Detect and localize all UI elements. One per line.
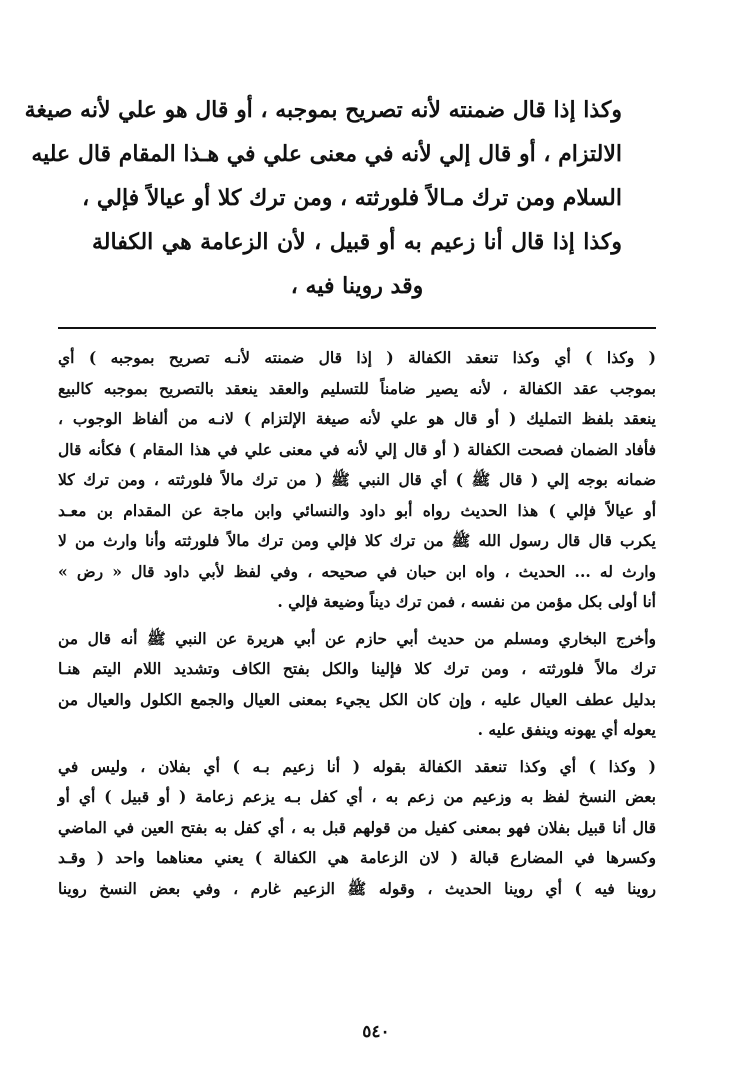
commentary-line: ترك مالاً فلورثته ، ومن ترك كلا فإلينا والكل بفتح الكاف وتشديد اللام اليتم هنـا	[58, 659, 656, 678]
commentary-paragraph	[58, 624, 656, 746]
commentary-line: بموجب عقد الكفالة ، لأنه يصير ضامناً للتسليم والعقد ينعقد بالتصريح بموجبه كالبيع	[58, 378, 656, 398]
commentary-line: وأخرج البخاري ومسلم من حديث أبي حازم عن أبي هريرة عن النبي ﷺ أنه قال من	[58, 628, 656, 648]
commentary-line: روينا فيه ) أي روينا الحديث ، وقوله ﷺ الزعيم غارم ، وفي بعض النسخ روينا	[58, 878, 656, 898]
commentary-line: بعض النسخ لفظ به وزعيم من زعم به ، أي كفل بـه يزعم زعامة ( أو قبيل ) أي أو	[58, 787, 656, 806]
page-number: ٥٤٠	[362, 1022, 390, 1042]
commentary-line: ( وكذا ) أي وكذا تنعقد الكفالة ( إذا قال ضمنته لأنـه تصريح بموجبه ) أي	[58, 348, 656, 367]
commentary-line: بدليل عطف العيال عليه ، وإن كان الكل يجيء بمعنى العيال والجمع الكلول والعيال من	[58, 689, 656, 709]
commentary-line: يكرب قال قال رسول الله ﷺ من ترك كلا فإلي ومن ترك مالاً فلورثته وأنا وارث من لا	[58, 531, 656, 550]
commentary-paragraph	[58, 752, 656, 905]
main-text-line: وكذا إذا قال أنا زعيم به أو قبيل ، لأن الزعامة هي الكفالة	[92, 229, 622, 255]
commentary-line: ينعقد بلفظ التمليك ( أو قال هو علي لأنه صيغة الإلتزام ) لانـه من ألفاظ الوجوب ،	[58, 409, 656, 428]
commentary-block	[58, 343, 656, 910]
main-text-block	[24, 88, 622, 308]
commentary-line: أو عيالاً فإلي ) هذا الحديث رواه أبو داود والنسائي وابن ماجة عن المقدام بن معـد	[58, 500, 656, 520]
section-divider	[58, 327, 656, 329]
main-text-line: السلام ومن ترك مـالاً فلورثته ، ومن ترك كلا أو عيالاً فإلي ،	[82, 185, 622, 211]
commentary-paragraph	[58, 343, 656, 618]
commentary-line: أنا أولى بكل مؤمن من نفسه ، فمن ترك ديناً وضيعة فإلي .	[277, 592, 656, 611]
main-text-line: وكذا إذا قال ضمنته لأنه تصريح بموجبه ، أو قال هو علي لأنه صيغة	[24, 97, 622, 123]
commentary-line: وارث له ... الحديث ، واه ابن حبان في صحيحه ، وفي لفظ لأبي داود قال « رض »	[58, 561, 656, 581]
commentary-line: فأفاد الضمان فصحت الكفالة ( أو قال إلي لأنه في معنى علي في هذا المقام ) فكأنه قال	[58, 439, 656, 459]
commentary-line: وكسرها في المضارع قبالة ( لان الزعامة هي الكفالة ) يعني معناهما واحد ( وقـد	[58, 848, 656, 867]
main-text-line: وقد روينا فيه ،	[290, 273, 424, 299]
commentary-line: قال أنا قبيل بفلان فهو بمعنى كفيل من قولهم قبل به ، أي كفل به بفتح العين في الماضي	[58, 817, 656, 837]
main-text-line: الالتزام ، أو قال إلي لأنه في معنى علي في هـذا المقام قال عليه	[31, 141, 622, 167]
commentary-line: يعوله أي يهونه وينفق عليه .	[477, 720, 656, 739]
commentary-line: ( وكذا ) أي وكذا تنعقد الكفالة بقوله ( أنا زعيم بـه ) أي بفلان ، وليس في	[58, 756, 656, 776]
commentary-line: ضمانه بوجه إلي ( قال ﷺ ) أي قال النبي ﷺ ( من ترك مالاً فلورثته ، ومن ترك كلا	[58, 470, 656, 489]
